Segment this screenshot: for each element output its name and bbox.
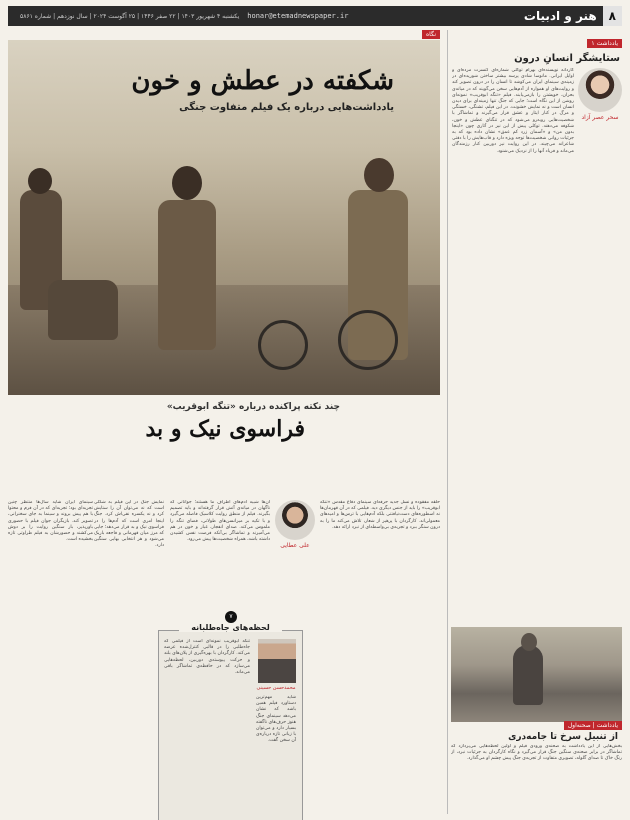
- column-author: [578, 68, 622, 121]
- soldier-right-head: [364, 158, 394, 192]
- soldier-figure: [513, 645, 543, 705]
- soldier-left-head: [28, 168, 52, 194]
- column-label-2: یادداشت | صحنه‌اول: [564, 721, 622, 730]
- motorbike-wheel-2: [338, 310, 398, 370]
- soldier-head: [521, 633, 537, 651]
- article-column-3: نمایش جنگ در این فیلم به شکلی است که نه می‌توان آن را ستایش کرد و نه یکسره نفی‌اش کرد. جنگ اینجا امری است که آدم‌ها را در فراسوی نیک و بد قرار می‌دهد؛ جایی که مرز میان قهرمانی و فاجعه باریک می‌شود و هر انتخابی بهایی سنگین دارد.: [94, 500, 164, 549]
- main-area: [8, 30, 440, 814]
- hero-photo: [8, 40, 440, 395]
- column-title-2: از تنبیل سرخ تا جامه‌دری: [508, 732, 618, 742]
- page-number: ۸: [603, 6, 622, 26]
- box-text-2: شاید مهم‌ترین دستاورد فیلم همین باشد که نشان می‌دهد سینمای جنگ هنوز حرف‌های ناگفته بسیار دارد و می‌توان با زبانی تازه درباره‌ی آن سخن گفت.: [256, 695, 296, 744]
- right-column: [447, 30, 622, 814]
- column-title: ستایشگر انسانِ درون: [514, 53, 620, 64]
- page-header: [8, 6, 622, 26]
- soldier-center: [158, 200, 216, 350]
- column-body: کاردانه نویسنده‌ای بهرام توکلی شماره‌ای کنسرت مرده‌ای و اوایل ایرانی. مانوسا شادی پرسه بیشتر ساختن شوریده‌ای در زمینه‌ی سینمای ایران می‌کوشد تا انسان را در درون تصویر کند و روایت‌های او همواره از آدم‌هایی سخن می‌گویند که در میانه‌ی بحران، خویشتن را بازمی‌یابند. فیلم «تنگه ابوقریب» نمونه‌ای روشن از این نگاه است؛ جایی که جنگ تنها زمینه‌ای برای دیدن انسان است و نه نمایش خشونت. در این فیلم، تشنگی، خستگی و مرگ در کنار ایثار و عشق قرار می‌گیرند و تماشاگر با شخصیت‌هایی روبه‌رو می‌شود که در تنگنای عطش و خون، شکوفه می‌دهند. توکلی پیش از این نیز در آثاری چون «اینجا بدون من» و «آسمان زرد کم عمق» نشان داده بود که به جزئیات روانی شخصیت‌ها توجه ویژه دارد و قاب‌هایش را با دقتی شاعرانه می‌چیند. در این روایت نیز دوربین کنار رزمندگان می‌ماند و فریاد آنها را از نزدیک می‌شنود.: [452, 68, 574, 154]
- section-email[interactable]: honar@etemadnewspaper.ir: [247, 12, 349, 20]
- soldier-photo: [451, 627, 622, 722]
- dateline: یکشنبه ۴ شهریور ۱۴۰۳ | ۲۲ صفر ۱۴۴۶ | ۲۵ آگوست ۲۰۲۴ | سال نوزدهم | شماره ۵۸۶۱: [20, 12, 240, 20]
- article-column-2: آن‌ها شبیه آدم‌های اطراف ما هستند؛ جوانانی که ناگهان در میانه‌ی آتش قرار گرفته‌اند و باید تصمیم بگیرند. فیلم از منطق روایت کلاسیک فاصله می‌گیرد و با تکیه بر میزانسن‌های طولانی، فضای تنگه را ملموس می‌کند. صدای انفجار، غبار و خون در هم می‌آمیزند و تماشاگر بی‌آنکه فرصت نفس کشیدن داشته باشد، همراه شخصیت‌ها پیش می‌رود.: [170, 500, 270, 543]
- box-author: [256, 639, 296, 691]
- motorbike-wheel: [258, 320, 308, 370]
- boxed-article: [158, 613, 303, 820]
- article-headline: فراسوی نیک و بد: [145, 416, 305, 442]
- author-photo: [578, 68, 622, 112]
- box-title: لحظه‌های جاه‌طلبانه: [179, 623, 282, 632]
- box-badge: ۷: [225, 611, 237, 623]
- section-title: هنر و ادبیات: [523, 9, 597, 23]
- author-name: علی عطایی: [280, 542, 310, 549]
- header-info: [14, 12, 348, 20]
- author-photo: [275, 500, 315, 540]
- soldier-sitting: [48, 280, 118, 340]
- column-body-2: بخش‌هایی از این یادداشت به صحنه‌ی ورودی فیلم و اولین لحظه‌هایی می‌پردازد که تماشاگر در برابر صحنه‌ی سنگین جنگ قرار می‌گیرد و نگاه کارگردان به جزئیات نبرد، از رنگ خاک تا صدای گلوله، تصویری متفاوت از تجربه‌ی جنگ پیش چشم او می‌گذارد.: [451, 744, 622, 762]
- article-column-1: حلقه مفقوده و نسل جدید حرفه‌ای سینمای دفاع مقدس «تنگه ابوقریب» را باید از جنس دیگری دید. فیلمی که در آن قهرمان‌ها نه اسطوره‌های دست‌نیافتنی بلکه آدم‌هایی با ترس‌ها و امیدهای معمولی‌اند. کارگردان با پرهیز از شعار، تلاش می‌کند ما را به درون سنگر ببرد و تجربه‌ی بی‌واسطه‌ای از نبرد ارائه دهد.: [320, 500, 440, 530]
- soldier-center-head: [172, 166, 202, 200]
- main-label: نگاه: [422, 30, 440, 39]
- column-label: یادداشت ۱: [587, 39, 622, 48]
- hero-title: شکفته در عطش و خون: [131, 66, 394, 96]
- article-kicker: چند نکته پراکنده درباره «تنگه ابوقریب»: [166, 402, 340, 412]
- author-photo: [258, 639, 296, 683]
- author-name: سحر عصر آزاد: [581, 114, 619, 121]
- hero-subtitle: یادداشت‌هایی درباره یک فیلم متفاوت جنگی: [179, 102, 394, 113]
- box-text-1: تنگه ابوقریب نمونه‌ای است از فیلمی که جاه‌طلبی را در قالبی کنترل‌شده عرضه می‌کند. کارگردان با بهره‌گیری از پلان‌های بلند و حرکت پیوسته‌ی دوربین، لحظه‌هایی می‌سازد که در حافظه‌ی تماشاگر باقی می‌ماند.: [164, 639, 250, 676]
- header-right: [524, 6, 616, 26]
- article-column-4: سینمای ایران شاید سال‌ها منتظر چنین تجربه‌ای بود؛ تجربه‌ای که در آن فرم و محتوا با هم پیش بروند و سینما به جای سخنرانی، تصویر کند. بازیگران جوان فیلم با حضوری باورپذیر، بار سنگین روایت را بر دوش می‌کشند و حضورشان به فیلم طراوتی تازه بخشیده است.: [8, 500, 93, 543]
- author-name: محمدحسن حسینی: [256, 685, 296, 691]
- article-author: [272, 500, 318, 549]
